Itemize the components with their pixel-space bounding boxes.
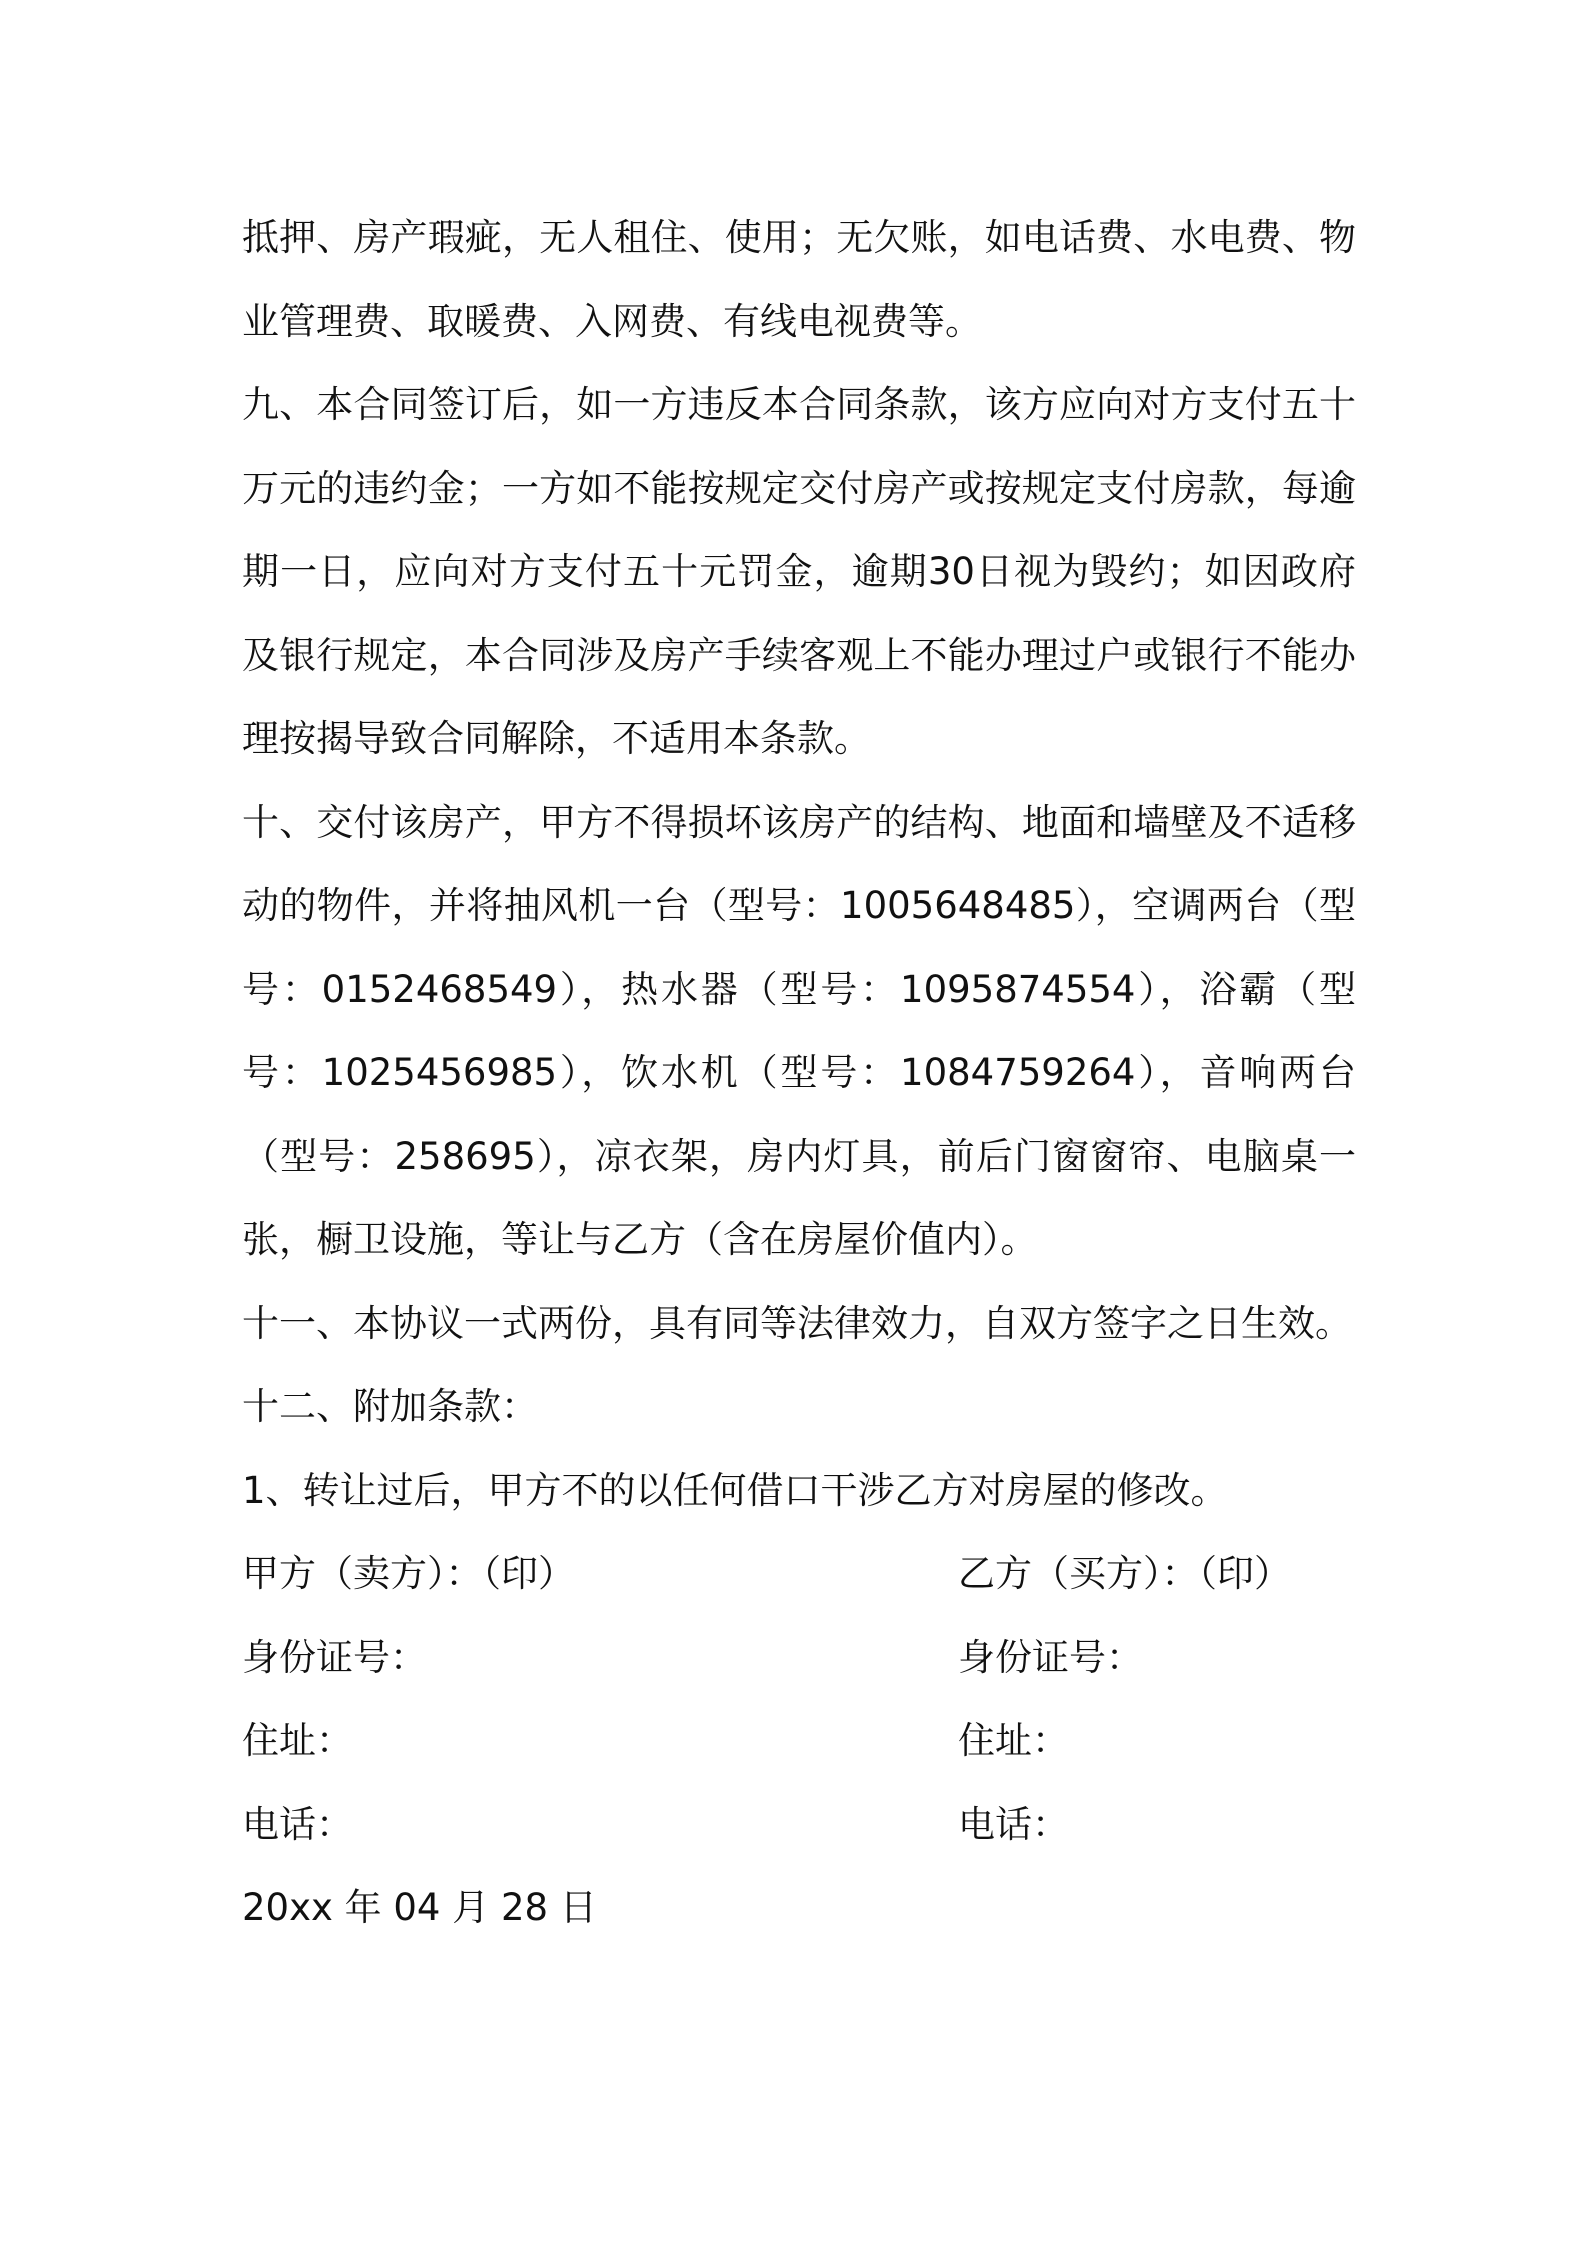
paragraph-clause-10-delivery: 十、交付该房产，甲方不得损坏该房产的结构、地面和墙壁及不适移动的物件，并将抽风机一台（型号：1005648485），空调两台（型号：0152468549），热水器（型号：1095874554），浴霸（型号：1025456985），饮水机（型号：1084759264），音响两台（型号：258695），凉衣架，房内灯具，前后门窗窗帘、电脑桌一张，橱卫设施，等让与乙方（含在房屋价值内）。 bbox=[242, 800, 1356, 1261]
signature-row-id bbox=[242, 1616, 1356, 1700]
party-a-phone-label: 电话： bbox=[242, 1802, 353, 1846]
document-body bbox=[242, 196, 1356, 1950]
paragraph-clause-11-validity: 十一、本协议一式两份，具有同等法律效力，自双方签字之日生效。 bbox=[242, 1301, 1352, 1345]
party-b-id-label: 身份证号： bbox=[958, 1635, 1143, 1679]
signing-date: 20xx 年 04 月 28 日 bbox=[242, 1886, 597, 1929]
paragraph-clause-12-heading: 十二、附加条款： bbox=[242, 1385, 538, 1428]
paragraph-clause-9-breach: 九、本合同签订后，如一方违反本合同条款，该方应向对方支付五十万元的违约金；一方如不能按规定交付房产或按规定支付房款，每逾期一日，应向对方支付五十元罚金，逾期30日视为毁约；如因政府及银行规定，本合同涉及房产手续客观上不能办理过户或银行不能办理按揭导致合同解除，不适用本条款。 bbox=[242, 383, 1356, 760]
paragraph-additional-term-1: 1、转让过后，甲方不的以任何借口干涉乙方对房屋的修改。 bbox=[242, 1468, 1228, 1512]
signature-row-phone bbox=[242, 1783, 1356, 1867]
signature-row-address bbox=[242, 1699, 1356, 1783]
party-a-address-label: 住址： bbox=[242, 1719, 353, 1762]
party-b-title: 乙方（买方）：（印） bbox=[958, 1552, 1291, 1595]
party-a-title: 甲方（卖方）：（印） bbox=[242, 1552, 575, 1595]
party-a-id-label: 身份证号： bbox=[242, 1635, 427, 1679]
signature-row-title bbox=[242, 1532, 1356, 1616]
party-b-address-label: 住址： bbox=[958, 1719, 1069, 1762]
party-b-phone-label: 电话： bbox=[958, 1802, 1069, 1846]
paragraph-condition-continuation: 抵押、房产瑕疵，无人租住、使用；无欠账，如电话费、水电费、物业管理费、取暖费、入网费、有线电视费等。 bbox=[242, 216, 1356, 343]
